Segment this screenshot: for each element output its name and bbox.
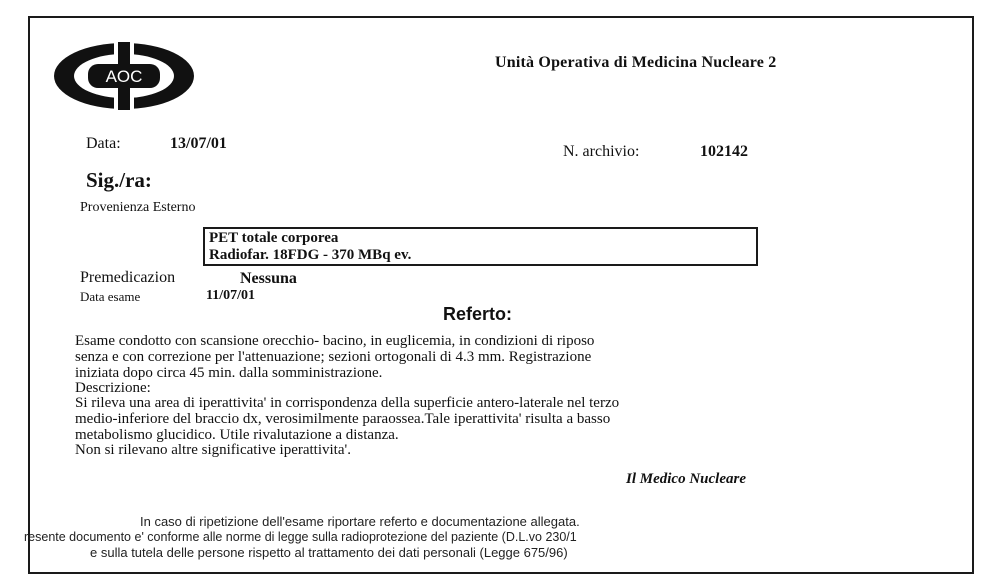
footer-line: resente documento e' conforme alle norme di legge sulla radioprotezione del paziente (D.L.vo 230/1 [24,530,577,544]
doctor-signature: Il Medico Nucleare [626,471,746,487]
svg-text:AOC: AOC [105,67,143,86]
report-line: Non si rilevano altre significative iperattivita'. [75,442,351,458]
report-title: Referto: [443,304,513,324]
archive-value: 102142 [700,143,748,160]
date-value: 13/07/01 [170,135,227,152]
footer-line: e sulla tutela delle persone rispetto al trattamento dei dati personali (Legge 675/96) [90,545,568,560]
exam-type: PET totale corporea [209,230,339,246]
exam-date-value: 11/07/01 [206,288,256,303]
exam-radiopharmaceutical: Radiofar. 18FDG - 370 MBq ev. [209,247,412,263]
report-line: Descrizione: [75,380,151,396]
exam-box [203,227,758,266]
archive-label: N. archivio: [563,143,640,160]
premedication-value: Nessuna [240,270,297,287]
report-line: Si rileva una area di iperattivita' in corrispondenza della superficie antero-laterale nel terzo [75,395,620,411]
report-line: iniziata dopo circa 45 min. dalla somministrazione. [75,365,383,381]
footer-line: In caso di ripetizione dell'esame riportare referto e documentazione allegata. [140,514,580,529]
report-line: medio-inferiore del braccio dx, verosimilmente paraossea.Tale iperattivita' risulta a basso [75,411,611,427]
date-label: Data: [86,135,121,152]
report-line: metabolismo glucidico. Utile rivalutazione a distanza. [75,427,399,443]
provenance: Provenienza Esterno [80,200,196,215]
exam-date-label: Data esame [80,289,141,304]
aoc-logo [50,40,198,112]
report-line: Esame condotto con scansione orecchio- bacino, in euglicemia, in condizioni di riposo [75,333,595,349]
premedication-label: Premedicazion [80,269,176,286]
report-line: senza e con correzione per l'attenuazione; sezioni ortogonali di 4.3 mm. Registrazione [75,349,592,365]
patient-label: Sig./ra: [86,168,152,192]
unit-title: Unità Operativa di Medicina Nucleare 2 [495,54,777,71]
